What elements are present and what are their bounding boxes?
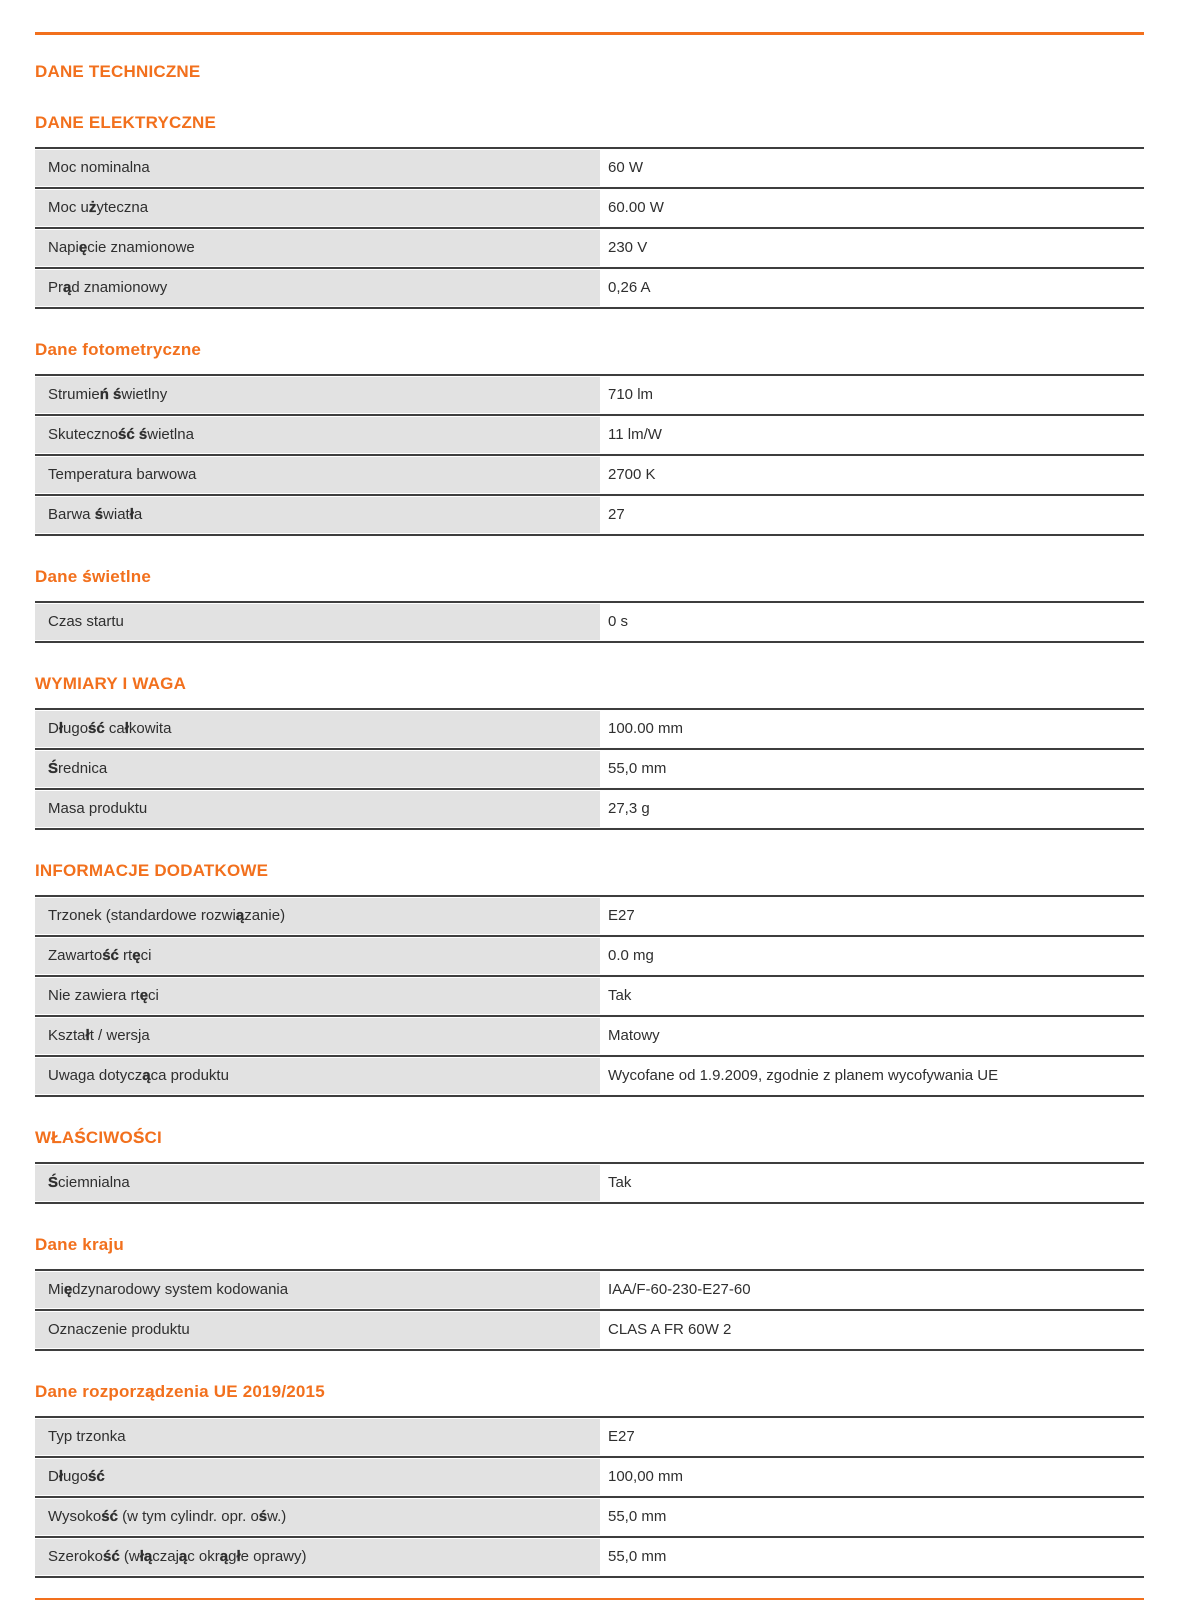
- spec-value: Tak: [600, 978, 1144, 1014]
- spec-value: E27: [600, 1419, 1144, 1455]
- spec-label: Wysokość (w tym cylindr. opr. ośw.): [35, 1499, 600, 1535]
- table-row: [35, 748, 1144, 788]
- table-row: [35, 895, 1144, 935]
- table-row: [35, 935, 1144, 975]
- section-additional: [35, 861, 1144, 1097]
- page-title: DANE TECHNICZNE: [35, 62, 201, 81]
- spec-value: 230 V: [600, 230, 1144, 266]
- section-eu-regulation: [35, 1382, 1144, 1578]
- section-properties: [35, 1128, 1144, 1204]
- spec-value: Matowy: [600, 1018, 1144, 1054]
- table-row: [35, 1162, 1144, 1202]
- spec-label: Oznaczenie produktu: [35, 1312, 600, 1348]
- table-row: [35, 187, 1144, 227]
- table-row: [35, 267, 1144, 307]
- spec-label: Szerokość (włączając okrągłe oprawy): [35, 1539, 600, 1575]
- section-dimensions: [35, 674, 1144, 830]
- spec-table: [35, 1269, 1144, 1351]
- table-row: [35, 227, 1144, 267]
- table-row: [35, 414, 1144, 454]
- spec-label: Temperatura barwowa: [35, 457, 600, 493]
- table-row: [35, 788, 1144, 828]
- table-row: [35, 1055, 1144, 1095]
- section-heading: Dane fotometryczne: [35, 340, 202, 359]
- spec-label: Moc nominalna: [35, 150, 600, 186]
- spec-label: Długość: [35, 1459, 600, 1495]
- spec-label: Międzynarodowy system kodowania: [35, 1272, 600, 1308]
- section-heading: DANE ELEKTRYCZNE: [35, 113, 217, 132]
- spec-table: [35, 708, 1144, 830]
- spec-value: 60.00 W: [600, 190, 1144, 226]
- spec-label: Czas startu: [35, 604, 600, 640]
- spec-label: Skuteczność świetlna: [35, 417, 600, 453]
- bottom-divider: [35, 1598, 1144, 1600]
- table-row: [35, 601, 1144, 641]
- spec-label: Moc użyteczna: [35, 190, 600, 226]
- spec-value: 27: [600, 497, 1144, 533]
- spec-table: [35, 374, 1144, 536]
- spec-value: 0,26 A: [600, 270, 1144, 306]
- spec-label: Strumień świetlny: [35, 377, 600, 413]
- section-heading: WYMIARY I WAGA: [35, 674, 187, 693]
- spec-label: Trzonek (standardowe rozwiązanie): [35, 898, 600, 934]
- spec-value: 55,0 mm: [600, 751, 1144, 787]
- spec-table: [35, 147, 1144, 309]
- top-divider: [35, 32, 1144, 35]
- section-heading: INFORMACJE DODATKOWE: [35, 861, 269, 880]
- spec-value: 27,3 g: [600, 791, 1144, 827]
- spec-label: Nie zawiera rtęci: [35, 978, 600, 1014]
- spec-value: 55,0 mm: [600, 1499, 1144, 1535]
- table-row: [35, 374, 1144, 414]
- table-row: [35, 454, 1144, 494]
- spec-value: IAA/F-60-230-E27-60: [600, 1272, 1144, 1308]
- section-country: [35, 1235, 1144, 1351]
- spec-label: Średnica: [35, 751, 600, 787]
- section-heading: Dane rozporządzenia UE 2019/2015: [35, 1382, 325, 1401]
- spec-label: Barwa światła: [35, 497, 600, 533]
- table-row: [35, 1496, 1144, 1536]
- table-row: [35, 1536, 1144, 1576]
- spec-table: [35, 1416, 1144, 1578]
- section-heading: Dane świetlne: [35, 567, 151, 586]
- section-heading: Dane kraju: [35, 1235, 124, 1254]
- spec-label: Zawartość rtęci: [35, 938, 600, 974]
- table-row: [35, 708, 1144, 748]
- spec-value: 11 lm/W: [600, 417, 1144, 453]
- spec-label: Prąd znamionowy: [35, 270, 600, 306]
- spec-value: 100.00 mm: [600, 711, 1144, 747]
- spec-label: Uwaga dotycząca produktu: [35, 1058, 600, 1094]
- spec-value: 2700 K: [600, 457, 1144, 493]
- table-row: [35, 1456, 1144, 1496]
- table-row: [35, 1309, 1144, 1349]
- table-row: [35, 1015, 1144, 1055]
- spec-label: Typ trzonka: [35, 1419, 600, 1455]
- spec-label: Długość całkowita: [35, 711, 600, 747]
- table-row: [35, 975, 1144, 1015]
- table-row: [35, 1416, 1144, 1456]
- spec-value: 710 lm: [600, 377, 1144, 413]
- spec-value: 60 W: [600, 150, 1144, 186]
- spec-value: 55,0 mm: [600, 1539, 1144, 1575]
- section-photometric: [35, 340, 1144, 536]
- spec-label: Ściemnialna: [35, 1165, 600, 1201]
- spec-value: 0.0 mg: [600, 938, 1144, 974]
- section-heading: WŁAŚCIWOŚCI: [35, 1128, 162, 1147]
- spec-value: Wycofane od 1.9.2009, zgodnie z planem wycofywania UE: [600, 1058, 1144, 1094]
- spec-label: Napięcie znamionowe: [35, 230, 600, 266]
- spec-table: [35, 601, 1144, 643]
- spec-table: [35, 1162, 1144, 1204]
- spec-label: Masa produktu: [35, 791, 600, 827]
- spec-label: Kształt / wersja: [35, 1018, 600, 1054]
- spec-value: Tak: [600, 1165, 1144, 1201]
- section-light: [35, 567, 1144, 643]
- spec-value: CLAS A FR 60W 2: [600, 1312, 1144, 1348]
- spec-value: E27: [600, 898, 1144, 934]
- table-row: [35, 1269, 1144, 1309]
- spec-value: 100,00 mm: [600, 1459, 1144, 1495]
- section-electrical: [35, 113, 1144, 309]
- spec-value: 0 s: [600, 604, 1144, 640]
- spec-table: [35, 895, 1144, 1097]
- table-row: [35, 494, 1144, 534]
- table-row: [35, 147, 1144, 187]
